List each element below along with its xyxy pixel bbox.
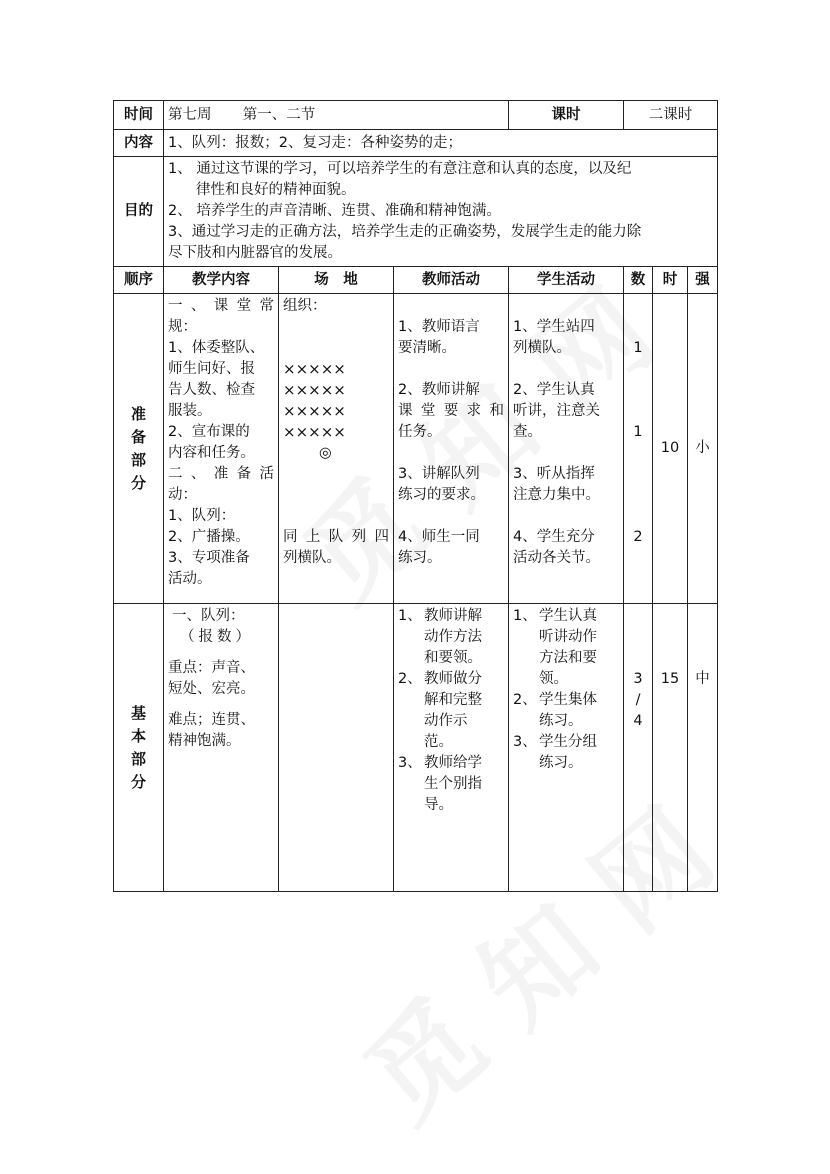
teacher-line: 任务。 (398, 424, 442, 440)
student-line: 听讲，注意关 (513, 403, 601, 419)
teacher-step: 3、 教师给学 生个别指 导。 (398, 753, 504, 816)
content-line: （报数） (180, 629, 254, 645)
basic-section-row (114, 604, 718, 892)
content-line: 师生问好、报 (168, 361, 255, 377)
section-char: 本 (130, 726, 146, 745)
teacher-step: 2、 教师做分 解和完整 动作示 范。 (398, 669, 504, 753)
step-line: 导。 (424, 797, 453, 813)
step-line: 学生认真 (539, 608, 598, 624)
prep-student (509, 294, 624, 604)
content-line: 1、队列： (168, 508, 236, 524)
header-row (114, 101, 718, 130)
step-line: 领。 (539, 671, 569, 687)
col-order: 顺序 (114, 267, 164, 294)
prep-teacher (394, 294, 509, 604)
goal-line-3b: 尽下肢和内脏器官的发展。 (168, 245, 342, 261)
content-line: 动： (168, 487, 197, 503)
content-line: 一、队列： (172, 608, 245, 624)
lesson-plan-table (113, 100, 718, 892)
student-line: 列横队。 (513, 340, 572, 356)
teacher-line: 要清晰。 (398, 340, 456, 356)
section-char: 分 (130, 772, 146, 791)
venue-line: 同上队列四 (283, 529, 389, 545)
goal-line-1b: 律性和良好的精神面貌。 (196, 182, 356, 198)
formation-row: ××××× (283, 381, 346, 399)
count-value: 2 (633, 529, 643, 545)
teacher-line: 3、讲解队列 (398, 466, 480, 482)
count-value: / (635, 692, 641, 708)
student-line: 活动各关节。 (513, 550, 601, 566)
prep-content (164, 294, 279, 604)
content-line: 短处、宏亮。 (168, 681, 255, 697)
week-session-cell (164, 101, 509, 130)
col-teaching-content: 教学内容 (164, 267, 279, 294)
session-value: 第一、二节 (242, 106, 316, 123)
student-line: 注意力集中。 (513, 487, 601, 503)
col-student-activity: 学生活动 (509, 267, 624, 294)
time-label: 时间 (114, 101, 164, 130)
step-line: 教师做分 (424, 671, 482, 687)
teacher-position-icon: ◎ (319, 445, 332, 461)
step-line: 练习。 (539, 755, 583, 771)
content-line: 一、课堂常 (168, 298, 274, 314)
week-value: 第七周 (168, 106, 212, 123)
teacher-line: 2、教师讲解 (398, 382, 480, 398)
content-line: 2、广播操。 (168, 529, 250, 545)
student-line: 查。 (513, 424, 543, 440)
basic-venue (279, 604, 394, 892)
count-value: 3 (633, 671, 643, 687)
step-line: 解和完整 (424, 692, 482, 708)
prep-intensity: 小 (688, 294, 718, 604)
teacher-line: 练习的要求。 (398, 487, 485, 503)
student-step: 3、 学生分组 练习。 (513, 732, 619, 774)
step-line: 生个别指 (424, 776, 482, 792)
teacher-line: 课堂要求和 (398, 403, 505, 419)
step-line: 动作方法 (424, 629, 482, 645)
step-line: 方法和要 (539, 650, 598, 666)
step-line: 听讲动作 (539, 629, 598, 645)
col-intensity: 强 (688, 267, 718, 294)
content-line: 服装。 (168, 403, 212, 419)
content-line: 1、体委整队、 (168, 340, 265, 356)
content-row (114, 130, 718, 157)
step-line: 教师给学 (424, 755, 482, 771)
content-line: 活动。 (168, 571, 212, 587)
basic-student (509, 604, 624, 892)
section-char: 部 (130, 749, 146, 768)
student-step: 2、 学生集体 练习。 (513, 690, 619, 732)
step-line: 学生集体 (539, 692, 598, 708)
prep-time: 10 (653, 294, 688, 604)
student-line: 1、学生站四 (513, 319, 595, 335)
content-label: 内容 (114, 130, 164, 157)
content-line: 规： (168, 319, 197, 335)
basic-section-label (114, 604, 164, 892)
count-value: 4 (633, 713, 643, 729)
student-step: 1、 学生认真 听讲动作 方法和要 领。 (513, 606, 619, 690)
formation-row: ××××× (283, 423, 346, 441)
col-venue: 场 地 (279, 267, 394, 294)
step-line: 练习。 (539, 713, 583, 729)
time-value: 15 (660, 671, 680, 687)
venue-org: 组织： (283, 298, 327, 314)
prep-section-row (114, 294, 718, 604)
teacher-line: 4、师生一同 (398, 529, 480, 545)
col-teacher-activity: 教师活动 (394, 267, 509, 294)
teacher-step: 1、 教师讲解 动作方法 和要领。 (398, 606, 504, 669)
section-char: 基 (130, 703, 146, 722)
teacher-line: 练习。 (398, 550, 442, 566)
period-value: 二课时 (624, 101, 718, 130)
student-line: 4、学生充分 (513, 529, 595, 545)
formation-row: ××××× (283, 360, 346, 378)
step-line: 动作示 (424, 713, 468, 729)
step-line: 范。 (424, 734, 453, 750)
count-value: 1 (633, 340, 643, 356)
intensity-value: 中 (695, 671, 710, 687)
venue-line: 列横队。 (283, 550, 341, 566)
content-text: 1、队列：报数；2、复习走：各种姿势的走； (164, 130, 718, 157)
goal-label: 目的 (114, 157, 164, 267)
basic-content (164, 604, 279, 892)
content-line: 重点：声音、 (168, 660, 255, 676)
step-line: 学生分组 (539, 734, 598, 750)
formation-row: ××××× (283, 402, 346, 420)
content-line: 难点；连贯、 (168, 712, 255, 728)
col-time: 时 (653, 267, 688, 294)
prep-venue (279, 294, 394, 604)
student-line: 3、听从指挥 (513, 466, 595, 482)
content-line: 2、宣布课的 (168, 424, 250, 440)
col-count: 数 (624, 267, 653, 294)
content-line: 内容和任务。 (168, 445, 255, 461)
section-char: 备 (130, 427, 146, 446)
basic-teacher (394, 604, 509, 892)
goal-line-1: 1、 通过这节课的学习，可以培养学生的有意注意和认真的态度，以及纪 (168, 161, 632, 177)
goal-line-2: 2、 培养学生的声音清晰、连贯、准确和精神饱满。 (168, 203, 501, 219)
step-line: 和要领。 (424, 650, 482, 666)
prep-count (624, 294, 653, 604)
content-line: 告人数、检查 (168, 382, 255, 398)
teacher-line: 1、教师语言 (398, 319, 480, 335)
prep-section-label (114, 294, 164, 604)
content-line: 二、准备活 (168, 466, 274, 482)
goal-row (114, 157, 718, 267)
goal-text (164, 157, 718, 267)
content-line: 精神饱满。 (168, 733, 241, 749)
basic-count (624, 604, 653, 892)
section-char: 准 (130, 404, 146, 423)
step-line: 教师讲解 (424, 608, 482, 624)
basic-intensity (688, 604, 718, 892)
basic-time (653, 604, 688, 892)
section-char: 分 (130, 473, 146, 492)
content-line: 3、专项准备 (168, 550, 250, 566)
student-line: 2、学生认真 (513, 382, 595, 398)
goal-line-3: 3、通过学习走的正确方法，培养学生走的正确姿势，发展学生走的能力除 (168, 224, 642, 240)
count-value: 1 (633, 424, 643, 440)
period-label: 课时 (509, 101, 624, 130)
section-char: 部 (130, 450, 146, 469)
column-header-row (114, 267, 718, 294)
